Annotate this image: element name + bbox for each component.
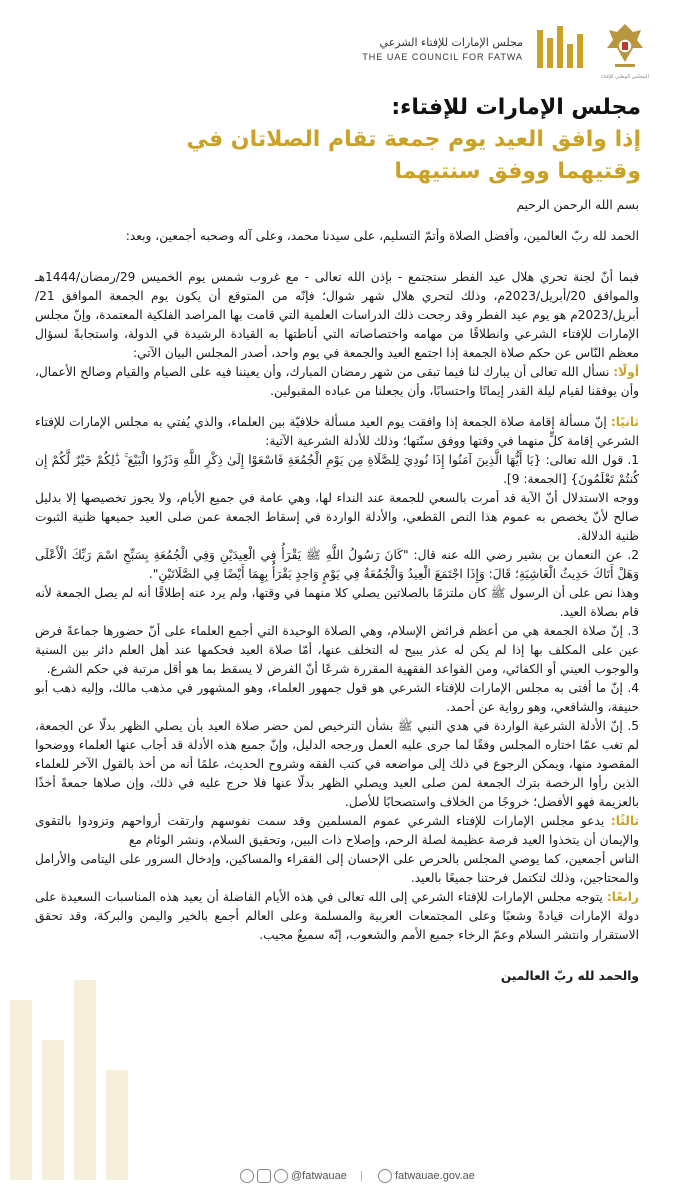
section-fourth-label: رابعًا: — [606, 890, 639, 904]
section-second — [35, 413, 639, 451]
council-name-en: THE UAE COUNCIL FOR FATWA — [362, 52, 523, 62]
section-third-text: يدعو مجلس الإمارات للإفتاء الشرعي عموم المسلمين وقد سمت نفوسهم وارتقت أرواحهم وتزودوا بالتقوى والإيمان أن يتخذوا العيد فرصة عظيمة لصلة الرحم، وإصلاح ذات البين، وتحقيق السلام، ونشر الوئام مع — [35, 814, 639, 847]
uae-emblem-icon — [603, 22, 647, 72]
point-5: 5. إنّ الأدلة الشرعية الواردة في هدي النبي ﷺ بشأن الترخيص لمن حضر صلاة العيد بأن يصلي الظهر بدلًا عن الجمعة، لم تغب عمّا اختاره المجلس وفقًا لما جرى عليه العمل ورجحه الدليل، وإنّ جميع هذه الأدلة قد أجاب عنها العلماء ووضحوا المقصود منها، ويمكن الرجوع في ذلك إلى مواضعه في كتب الفقه وشروح الحديث، علمًا أنه من أخذ بالقول الآخر للعلماء الذين رأوا الرخصة بترك الجمعة لمن صلى العيد ويصلي الظهر بدلًا عنها فلا حرج عليه في ذلك، وإن صلاها جمعةً أخذًا بالعزيمة فهو الأفضل؛ خروجًا من الخلاف واستصحابًا للأصل. — [35, 719, 639, 809]
instagram-icon — [257, 1169, 271, 1183]
youtube-icon — [274, 1169, 288, 1183]
footer-divider: | — [360, 1170, 363, 1182]
social-handle[interactable] — [240, 1166, 347, 1186]
globe-icon — [378, 1169, 392, 1183]
point-2-hadith: 2. عن النعمان بن بشير رضي الله عنه قال: "كَانَ رَسُولُ اللَّهِ ﷺ يَقْرَأُ فِي الْعِيدَيْنِ وَفِي الْجُمُعَةِ بِسَبِّحِ اسْمَ رَبِّكَ الْأَعْلَى وَهَلْ أَتَاكَ حَدِيثُ الْغَاشِيَةِ؛ قَالَ: وَإِذَا اجْتَمَعَ الْعِيدُ وَالْجُمُعَةُ فِي يَوْمٍ وَاحِدٍ يَقْرَأُ بِهِمَا أَيْضًا فِي الصَّلَاتَيْنِ". — [35, 548, 639, 581]
section-fourth — [35, 888, 639, 945]
section-second-label: ثانيًا: — [610, 415, 639, 429]
council-logo-icon — [537, 26, 583, 72]
social-handle-text: @fatwauae — [291, 1170, 347, 1182]
section-first-text: نسأل الله تعالى أن يبارك لنا فيما تبقى من شهر رمضان المبارك، وأن يعيننا فيه على الصيام والقيام وصالح الأعمال، وأن يوفقنا لقيام ليلة القدر إيمانًا واحتسابًا، وأن يجعلنا من عباده المقبولين. — [35, 365, 639, 398]
basmala: بسم الله الرحمن الرحيم — [516, 198, 639, 212]
title-line-1: مجلس الإمارات للإفتاء: — [391, 95, 641, 120]
point-2-explanation: وهذا نص على أن الرسول ﷺ كان ملتزمًا بالصلاتين يصلي كلا منهما في وقتها، ولم يرد عنه إطلاقًا أنه لم يصل الجمعة لأنه قام بصلاة العيد. — [35, 586, 639, 619]
title-line-3: وقتيهما ووفق سنتيهما — [394, 159, 641, 184]
statement-body — [35, 196, 639, 986]
intro-paragraph: فبما أنّ لجنة تحري هلال عيد الفطر ستجتمع - بإذن الله تعالى - مع غروب شمس يوم الخميس 29/رمضان/1444هـ والموافق 20/أبريل/2023م، وذلك لتحري هلال شهر شوال؛ فإنّه من المتوقع أن يكون يوم الجمعة الموافق 21/أبريل/2023م هو يوم عيد الفطر وقد رجحت ذلك الدراسات العلمية التي قامت بها المراصد الفلكية المعتمدة، وإنّ مجلس الإمارات للإفتاء الشرعي وانطلاقًا من مهامه واختصاصاته التي أناطتها به القيادة الرشيدة في الدولة، واستجابةً لسؤال معظم النّاس عن حكم صلاة الجمعة إذا اجتمع العيد والجمعة في يوم واحد، أصدر المجلس البيان الآتي: — [35, 270, 640, 360]
emblem-caption: المجلس الوطني للإفتاء — [601, 74, 649, 80]
section-third-continued: الناس أجمعين، كما يوصي المجلس بالحرص على الإحسان إلى الفقراء والمساكين، وإدخال السرور على اليتامى والأرامل والمحتاجين، وذلك لتكتمل فرحتنا جميعًا بالعيد. — [35, 852, 639, 885]
section-fourth-text: يتوجه مجلس الإمارات للإفتاء الشرعي إلى الله تعالى في هذه الأيام الفاضلة أن يعيد هذه المناسبات السعيدة على دولة الإمارات قيادةً وشعبًا وعلى المجتمعات العربية والمسلمة وعلى العالم أجمع بالخير واليمن والبركة، وقد تحقق الاستقرار وانتشر السلام وعمّ الرخاء جميع الأمم والشعوب، إنّه سميعٌ مجيب. — [35, 890, 639, 942]
closing-line: والحمد لله ربّ العالمين — [500, 969, 639, 983]
title-block — [31, 92, 641, 188]
section-second-text: إنّ مسألة إقامة صلاة الجمعة إذا وافقت يوم العيد مسألة خلافيّة بين العلماء، والذي يُفتي به مجلس الإمارات للإفتاء الشرعي إقامة كلٍّ منهما في وقتها ووفق سنّتها؛ وذلك للأدلة الشرعية الآتية: — [35, 415, 639, 448]
section-first — [35, 363, 639, 401]
header — [0, 18, 675, 78]
point-1-verse: 1. قول الله تعالى: {يَا أَيُّهَا الَّذِينَ آمَنُوا إِذَا نُودِيَ لِلصَّلَاةِ مِن يَوْمِ الْجُمُعَةِ فَاسْعَوْا إِلَىٰ ذِكْرِ اللَّهِ وَذَرُوا الْبَيْعَ ۚ ذَٰلِكُمْ خَيْرٌ لَّكُمْ إِن كُنتُمْ تَعْلَمُونَ} [الجمعة: 9]. — [35, 453, 639, 486]
section-third — [35, 812, 639, 850]
section-first-label: أولًا: — [613, 365, 639, 379]
council-name — [362, 36, 523, 62]
praise-paragraph: الحمد لله ربّ العالمين، وأفضل الصلاة وأتمّ التسليم، على سيدنا محمد، وعلى آله وصحبه أجمعين، وبعد: — [125, 229, 639, 243]
title-line-2: إذا وافق العيد يوم جمعة تقام الصلاتان في — [186, 127, 641, 152]
watermark-logo — [0, 980, 140, 1180]
footer — [0, 1166, 675, 1188]
twitter-icon — [240, 1169, 254, 1183]
point-1-explanation: ووجه الاستدلال أنّ الآية قد أمرت بالسعي للجمعة عند النداء لها، وهي عامة في جميع الأيام، ولا يجوز تخصيصها إلا بدليل صالح لأنّ يخصص به عموم هذا النص القطعي، والأدلة الواردة في إسقاط الجمعة عمن صلى العيد جميعها ظنية الثبوت ظنية الدلالة. — [35, 491, 639, 543]
point-3: 3. إنّ صلاة الجمعة هي من أعظم فرائض الإسلام، وهي الصلاة الوحيدة التي أجمع العلماء على أنّ حضورها جماعةً فرض عين على المكلف بها إذا لم يكن له عذر يبيح له التخلف عنها، أمّا صلاة العيد فحكمها عند أهل العلم دائر بين السنية والوجوب العيني أو الكفائي، ومن القواعد الفقهية المقررة شرعًا أنّ الفرض لا يسقط بما هو أقل مرتبة في حكم الشرع. — [35, 624, 639, 676]
website-text: fatwauae.gov.ae — [395, 1170, 475, 1182]
section-third-label: ثالثًا: — [610, 814, 639, 828]
point-4: 4. إنّ ما أفتى به مجلس الإمارات للإفتاء الشرعي هو قول جمهور العلماء، وهو المشهور في مذهب مالك، وإليه ذهب أبو حنيفة، والشافعي، وهو رواية عن أحمد. — [35, 681, 639, 714]
council-name-ar: مجلس الإمارات للإفتاء الشرعي — [379, 36, 523, 49]
website-link[interactable] — [378, 1166, 475, 1186]
